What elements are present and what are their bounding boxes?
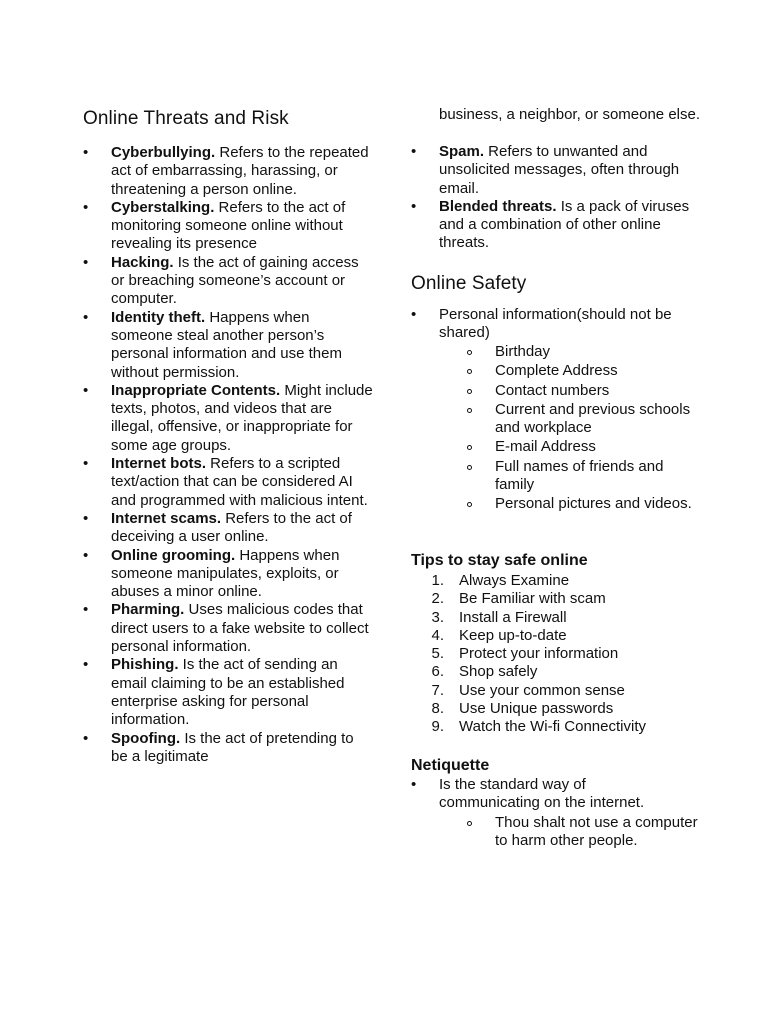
safety-subitem-text: Current and previous schools and workplace — [495, 400, 691, 437]
threat-definition: Refers to the repeated act of embarrassing, harassing, or threatening a person online. — [111, 144, 369, 198]
tip-number: 6. — [431, 663, 444, 681]
bullet-icon: • — [83, 546, 89, 564]
section-title-tips: Tips to stay safe online — [411, 552, 588, 569]
bullet-icon: • — [411, 306, 417, 323]
bullet-icon: • — [83, 381, 89, 399]
tip-text: Use your common sense — [459, 681, 625, 699]
threat-item — [83, 382, 373, 455]
bullet-icon: • — [83, 198, 89, 216]
tip-item — [411, 700, 711, 718]
tip-item — [411, 645, 711, 663]
threat-term: Internet scams. — [111, 509, 222, 527]
threat-definition: Is the act of pretending to be a legitimate — [111, 729, 354, 765]
threat-continuation: business, a neighbor, or someone else. — [439, 106, 700, 123]
circle-bullet-icon — [467, 502, 472, 507]
threat-term: Cyberbullying. — [111, 144, 216, 161]
safety-subitem — [411, 343, 701, 361]
bullet-icon: • — [411, 776, 417, 793]
threat-item — [411, 143, 701, 198]
tip-text: Always Examine — [459, 572, 570, 589]
threat-item — [83, 547, 373, 602]
tip-text: Keep up-to-date — [459, 626, 567, 644]
threat-definition: Is the act of gaining access or breaching someone’s account or computer. — [111, 253, 359, 308]
threat-definition: Happens when someone steal another person’s personal information and use them without permission. — [111, 308, 342, 381]
safety-subitem — [411, 382, 701, 400]
threat-definition: Refers to the act of monitoring someone online without revealing its presence — [111, 198, 346, 253]
tip-number: 4. — [431, 626, 444, 644]
tip-item — [411, 572, 711, 590]
netiquette-list — [411, 776, 681, 813]
safety-subitem — [411, 362, 701, 380]
threat-term: Spam. — [439, 143, 485, 160]
tip-text: Be Familiar with scam — [459, 590, 606, 608]
tip-number: 2. — [431, 590, 444, 608]
tip-item — [411, 590, 711, 608]
tip-item — [411, 609, 711, 627]
threat-list — [83, 144, 373, 766]
threat-definition: Refers to unwanted and unsolicited messages, often through email. — [439, 143, 680, 197]
threat-item — [83, 254, 373, 309]
bullet-icon: • — [83, 455, 89, 473]
threat-term: Cyberstalking. — [111, 198, 215, 216]
threat-definition: Is a pack of viruses and a combination of other online threats. — [439, 197, 690, 252]
threat-definition: Might include texts, photos, and videos that are illegal, offensive, or inappropriate for some age groups. — [111, 381, 373, 454]
safety-subitem-text: Contact numbers — [495, 381, 610, 399]
tip-item — [411, 718, 711, 736]
tip-text: Protect your information — [459, 645, 619, 663]
tip-number: 1. — [431, 572, 444, 589]
threat-definition: Uses malicious codes that direct users to a fake website to collect personal information. — [111, 601, 369, 656]
section-title-safety: Online Safety — [411, 273, 527, 294]
bullet-icon: • — [83, 656, 89, 674]
tip-number: 8. — [431, 700, 444, 718]
tip-item — [411, 682, 711, 700]
safety-list — [411, 306, 701, 343]
circle-bullet-icon — [467, 408, 472, 413]
circle-bullet-icon — [467, 369, 472, 374]
circle-bullet-icon — [467, 445, 472, 450]
tip-text: Shop safely — [459, 663, 538, 681]
threat-definition: Refers to the act of deceiving a user online. — [111, 509, 352, 546]
safety-subitem — [411, 495, 701, 513]
bullet-icon: • — [83, 144, 89, 161]
threat-item — [83, 309, 373, 382]
tip-number: 9. — [431, 718, 444, 736]
tip-item — [411, 663, 711, 681]
bullet-icon: • — [83, 308, 89, 326]
threat-item — [83, 199, 373, 254]
threat-item — [83, 510, 373, 547]
threat-item — [83, 455, 373, 510]
netiquette-sublist — [411, 814, 701, 851]
tips-list — [411, 572, 711, 737]
threat-definition: Is the act of sending an email claiming to be an established enterprise asking for personal information. — [111, 656, 345, 729]
safety-subitem-text: Full names of friends and family — [495, 457, 664, 494]
tip-number: 3. — [431, 608, 444, 626]
threat-term: Online grooming. — [111, 546, 236, 564]
safety-subitem — [411, 401, 701, 438]
threat-term: Spoofing. — [111, 729, 181, 747]
list-item — [411, 776, 681, 813]
tip-text: Use Unique passwords — [459, 700, 614, 718]
safety-lead: Personal information(should not be shared) — [439, 306, 672, 342]
threat-term: Phishing. — [111, 656, 179, 674]
threat-definition: Happens when someone manipulates, exploits, or abuses a minor online. — [111, 546, 340, 601]
bullet-icon: • — [411, 197, 417, 215]
list-item — [411, 814, 701, 851]
safety-subitem-text: E-mail Address — [495, 438, 596, 456]
safety-subitem-text: Personal pictures and videos. — [495, 495, 692, 513]
section-title-threats: Online Threats and Risk — [83, 108, 289, 129]
safety-subitem — [411, 438, 701, 456]
circle-bullet-icon — [467, 465, 472, 470]
bullet-icon: • — [83, 729, 89, 747]
tip-text: Watch the Wi-fi Connectivity — [459, 718, 646, 736]
tip-item — [411, 627, 711, 645]
list-item — [411, 306, 701, 343]
safety-subitem — [411, 458, 701, 495]
threat-term: Pharming. — [111, 601, 185, 619]
netiquette-lead: Is the standard way of communicating on the internet. — [439, 776, 645, 812]
bullet-icon: • — [83, 253, 89, 271]
tip-number: 5. — [431, 645, 444, 663]
threat-term: Internet bots. — [111, 455, 207, 473]
threat-item — [411, 198, 701, 253]
circle-bullet-icon — [467, 821, 472, 826]
netiquette-sub: Thou shalt not use a computer to harm other people. — [495, 814, 698, 850]
bullet-icon: • — [83, 509, 89, 527]
safety-subitem-text: Birthday — [495, 343, 551, 360]
threat-term: Identity theft. — [111, 308, 206, 326]
tip-text: Install a Firewall — [459, 608, 567, 626]
threat-item — [83, 656, 373, 729]
section-title-netiquette: Netiquette — [411, 757, 490, 774]
bullet-icon: • — [83, 601, 89, 619]
threat-item — [83, 144, 373, 199]
threat-item — [83, 601, 373, 656]
safety-sublist — [411, 343, 701, 515]
circle-bullet-icon — [467, 389, 472, 394]
threat-list-continued — [411, 143, 701, 253]
safety-subitem-text: Complete Address — [495, 362, 618, 380]
threat-term: Inappropriate Contents. — [111, 381, 281, 399]
threat-term: Blended threats. — [439, 197, 557, 215]
threat-item — [83, 730, 373, 767]
tip-number: 7. — [431, 681, 444, 699]
threat-definition: Refers to a scripted text/action that can be considered AI and programmed with malicious intent. — [111, 455, 368, 509]
circle-bullet-icon — [467, 350, 472, 355]
threat-term: Hacking. — [111, 253, 174, 271]
bullet-icon: • — [411, 143, 417, 160]
